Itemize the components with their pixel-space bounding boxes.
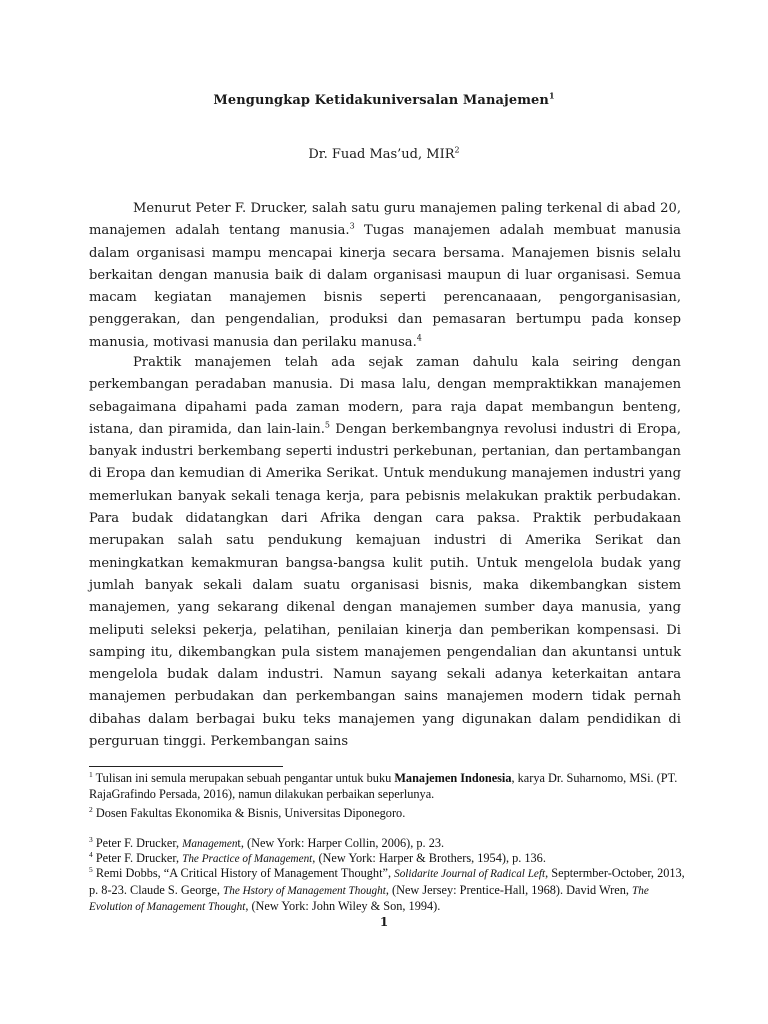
paragraph-1-part-1: Menurut Peter F. Drucker, salah satu guru manajemen paling terkenal di abad 20, manajemen adalah tentang manusia. [89, 201, 681, 239]
footnote-3-pre: Peter F. Drucker, [92, 836, 183, 850]
title-text: Mengungkap Ketidakuniversalan Manajemen [213, 93, 549, 108]
footnote-separator [89, 766, 283, 767]
paragraph-2-part-2: Dengan berkembangnya revolusi industri di Eropa, banyak industri berkembang seperti industri perkebunan, pertanian, dan pertambangan di Eropa dan kemudian di Amerika Serikat. Untuk mendukung manajemen industri yang memerlukan banyak sekali tenaga kerja, para pebisnis melakukan praktik perbudakan. Para budak didatangkan dari Afrika dengan cara paksa. Praktik perbudakaan merupakan salah satu pendukung kemajuan industri di Amerika Serikat dan meningkatkan kemakmuran bangsa-bangsa kulit putih. Untuk mengelola budak yang jumlah banyak sekali dalam suatu organisasi bisnis, maka dikembangkan sistem manajemen, yang sekarang dikenal dengan manajemen sumber daya manusia, yang meliputi seleksi pekerja, pelatihan, penilaian kinerja dan pemberikan kompensasi. Di samping itu, dikembangkan pula sistem manajemen pengendalian dan akuntansi untuk mengelola budak dalam industri. Namun sayang sekali adanya keterkaitan antara manajemen perbudakan dan perkembangan sains manajemen modern tidak pernah dibahas dalam berbagai buku teks manajemen yang digunakan dalam pendidikan di perguruan tinggi. Perkembangan sains [89, 421, 681, 750]
title-footnote-mark: 1 [548, 90, 555, 101]
paragraph-1-part-2: Tugas manajemen adalah membuat manusia dalam organisasi mampu mencapai kinerja secara bersama. Manajemen bisnis selalu berkaitan dengan manusia baik di dalam organisasi maupun di luar organisasi. Semua macam kegiatan manajemen bisnis seperti perencanaaan, pengorganisasian, penggerakan, dan pengendalian, produksi dan pemasaran bertumpu pada konsep manusia, motivasi manusia dan perilaku manusa. [89, 223, 681, 350]
author-footnote-mark: 2 [454, 145, 460, 155]
footnote-1-book-title: Manajemen Indonesia [394, 771, 512, 785]
footnote-1-mark: 1 [89, 769, 93, 779]
footnote-1-pre: Tulisan ini semula merupakan sebuah pengantar untuk buku [92, 771, 395, 785]
footnote-5-journal-title: Solidarite Journal of Radical Left [394, 868, 546, 880]
footnote-4-book-title: The Practice of Management [182, 853, 313, 865]
footnote-1-post: , karya Dr. Suharnomo, MSi. (PT. RajaGrafindo Persada, 2016), namun dilakukan perbaikan seperlunya. [89, 771, 678, 801]
footnote-5-mid-1: , Septermber-October, 2013, p. 8-23. Claude S. George, [89, 866, 685, 897]
footnote-5-pre: Remi Dobbs, “A Critical History of Management Thought”, [92, 866, 395, 880]
footnote-5-post: , (New York: John Wiley & Son, 1994). [245, 899, 441, 913]
footnote-2 [89, 806, 689, 822]
footnote-2-mark: 2 [89, 804, 93, 814]
body-paragraph-2 [89, 352, 681, 753]
footnote-ref-5: 5 [324, 420, 330, 430]
footnote-1 [89, 771, 689, 802]
footnote-4-post: , (New York: Harper & Brothers, 1954), p. 136. [312, 851, 546, 865]
author-line [0, 147, 768, 162]
footnote-3-book-title: Managemen [182, 838, 238, 850]
document-title [0, 90, 768, 108]
page-number: 1 [379, 915, 389, 929]
author-name: Dr. Fuad Mas’ud, MIR [308, 147, 455, 162]
footnote-5-book-title-2: The Evolution of Management Thought [89, 884, 649, 913]
footnote-5 [89, 866, 689, 916]
paragraph-2-part-1: Praktik manajemen telah ada sejak zaman dahulu kala seiring dengan perkembangan peradaban manusia. Di masa lalu, dengan mempraktikkan manajemen sebagaimana dipahami pada zaman modern, para raja dapat membangun benteng, istana, dan piramida, dan lain-lain. [89, 355, 681, 437]
body-paragraph-1 [89, 198, 681, 354]
footnote-3-mark: 3 [89, 834, 93, 844]
footnote-ref-4: 4 [416, 333, 422, 343]
footnote-4-mark: 4 [89, 849, 93, 859]
footnote-5-mid-2: , (New Jersey: Prentice-Hall, 1968). David Wren, [385, 882, 633, 897]
footnote-3-post: t, (New York: Harper Collin, 2006), p. 23. [237, 836, 445, 850]
footnote-2-text: Dosen Fakultas Ekonomika & Bisnis, Universitas Diponegoro. [92, 806, 406, 820]
footnote-5-mark: 5 [89, 864, 93, 874]
footnote-5-book-title-1: The Hstory of Management Thought [223, 884, 386, 897]
footnote-4-pre: Peter F. Drucker, [92, 851, 183, 865]
footnote-ref-3: 3 [349, 221, 355, 231]
